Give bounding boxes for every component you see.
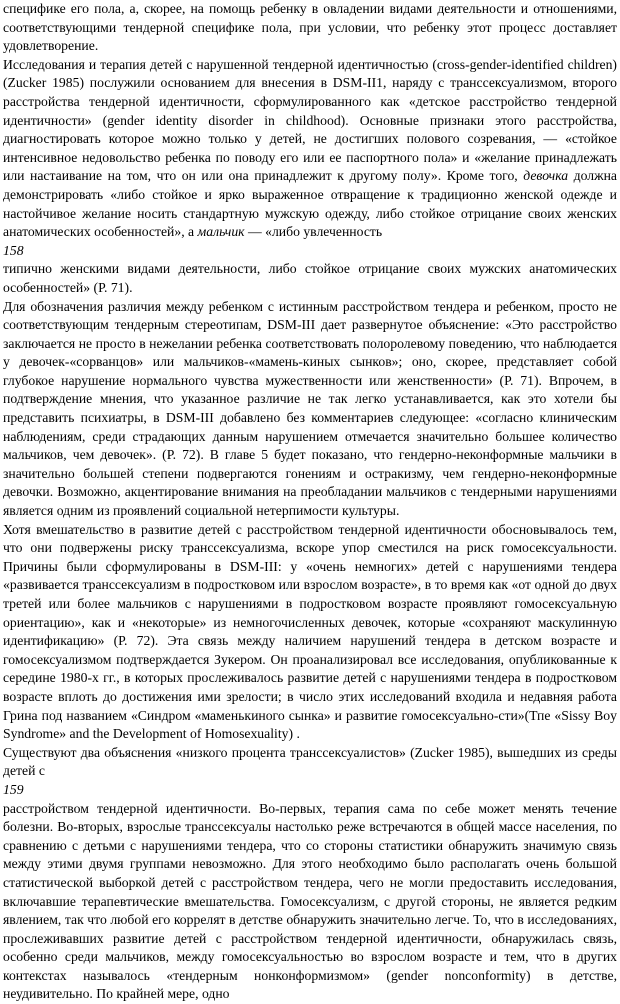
page-number-158: 158	[3, 242, 24, 258]
paragraph-continuation-158: типично женскими видами деятельности, либо стойкое отрицание своих мужских анатомических особенностей» (Р. 71).	[3, 261, 617, 295]
italic-term-boy: мальчик	[197, 224, 245, 240]
paragraph-homosexuality-risk: Хотя вмешательство в развитие детей с расстройством тендерной идентичности обосновывалось тем, что они подвержены риску транссексуализма, вскоре упор сместился на риск гомосексуальности. Причины были сформулированы в DSM-III: у «очень немногих» детей с нарушениями тендера «развивается транссексуализм в подростковом или взрослом возрасте», в то время как «от одной до двух третей или более мальчиков с нарушениями в подростковом возрасте проявляют гомосексуальную ориентацию», как и «некоторые» из немногочисленных девочек, которые «сохраняют маскулинную идентификацию» (Р. 72). Эта связь между наличием нарушений тендера в детском возрасте и гомосексуализмом подтверждается Зукером. Он проанализировал все исследования, опубликованные к середине 1980-х гг., в которых прослеживалось развитие детей с нарушениями тендера в подростковом возрасте вплоть до достижения ими зрелости; в число этих исследований входила и недавняя работа Грина под названием «Синдром «маменькиного сынка» и развитие гомосексуально-сти»(Тпе «Sissy Boy Syndrome» and the Development of Homosexuality) .	[3, 521, 617, 742]
paragraph-gender-specifics: специфике его пола, а, скорее, на помощь ребенку в овладении видами деятельности и отношениями, соответствующими тендерной специфике пола, при условии, что ребенку этот процесс доставляет удовлетворение.	[3, 1, 617, 54]
page-number-159: 159	[3, 781, 24, 797]
italic-term-girl: девочка	[523, 168, 569, 184]
paragraph-dsm-distinction: Для обозначения различия между ребенком с истинным расстройством тендера и ребенком, просто не соответствующим тендерным стереотипам, DSM-III дает развернутое объяснение: «Это расстройство заключается не просто в нежелании ребенка соответствовать полоролевому поведению, что наблюдается у девочек-«сорванцов» или мальчиков-«мамень-киных сынков»; оно, скорее, представляет собой глубокое нарушение нормального чувства мужественности или женственности» (Р. 71). Впрочем, в подтверждение мнения, что указанное различие не так легко устанавливается, как это хотели бы представить психиатры, в DSM-III добавлено без комментариев следующее: «согласно клиническим наблюдениям, среди страдающих данным нарушением отмечается значительно большее количество мальчиков, чем девочек». (Р. 72). В главе 5 будет показано, что гендерно-неконформные мальчики в значительно большей степени подвергаются гонениям и остракизму, чем гендерно-неконформные девочки. Возможно, акцентирование внимания на преобладании мальчиков с тендерными нарушениями является одним из проявлений социальной нетерпимости культуры.	[3, 298, 617, 519]
paragraph-research-therapy	[3, 56, 617, 242]
paragraph-research-therapy-text: Исследования и терапия детей с нарушенной тендерной идентичностью (cross-gender-identified children) (Zucker 1985) послужили основанием для внесения в DSM-II1, наряду с транссексуализмом, второго расстройства тендерной идентичности, сформулированного как «детское расстройство тендерной идентичности» (gender identity disorder in childhood). Основные признаки этого расстройства, диагностировать которое можно только у детей, не достигших полового созревания, — «стойкое интенсивное недовольство ребенка по поводу его или ее паспортного пола» и «желание принадлежать или настаивание на том, что он или она принадлежит к другому полу». Кроме того,	[3, 56, 617, 184]
paragraph-continuation-159: расстройством тендерной идентичности. Во-первых, терапия сама по себе может менять течение болезни. Во-вторых, взрослые транссексуалы настолько реже встречаются в общей массе населения, по сравнению с детьми с нарушениями тендера, что со стороны статистики обнаружить значимую связь между этими двумя группами невозможно. Для этого необходимо было располагать очень большой статистической выборкой детей с расстройством тендера, чего не могли предоставить исследования, включавшие терапевтические вмешательства. Гомосексуализм, с другой стороны, не является редким явлением, так что любой его коррелят в детстве обнаружить значительно легче. То, что в исследованиях, прослеживавших развитие детей с расстройством тендерной идентичности, обнаружилась связь, особенно среди мальчиков, между гомосексуальностью во взрослом возрасте и тем, что в других контекстах называлось «тендерным нонконформизмом» (gender nonconformity) в детстве, неудивительно. По крайней мере, одно	[3, 800, 617, 1002]
paragraph-research-therapy-text-3: — «либо увлеченность	[244, 224, 383, 240]
paragraph-research-therapy-text-2: должна демонстрировать «либо стойкое и ярко выраженное отвращение к традиционно женской одежде и настойчивое желание носить стандартную мужскую одежду, либо стойкое отрицание своих женских анатомических особенностей», а	[3, 168, 617, 240]
paragraph-two-explanations: Существуют два объяснения «низкого процента транссексуалистов» (Zucker 1985), вышедших из среды детей с	[3, 744, 617, 779]
